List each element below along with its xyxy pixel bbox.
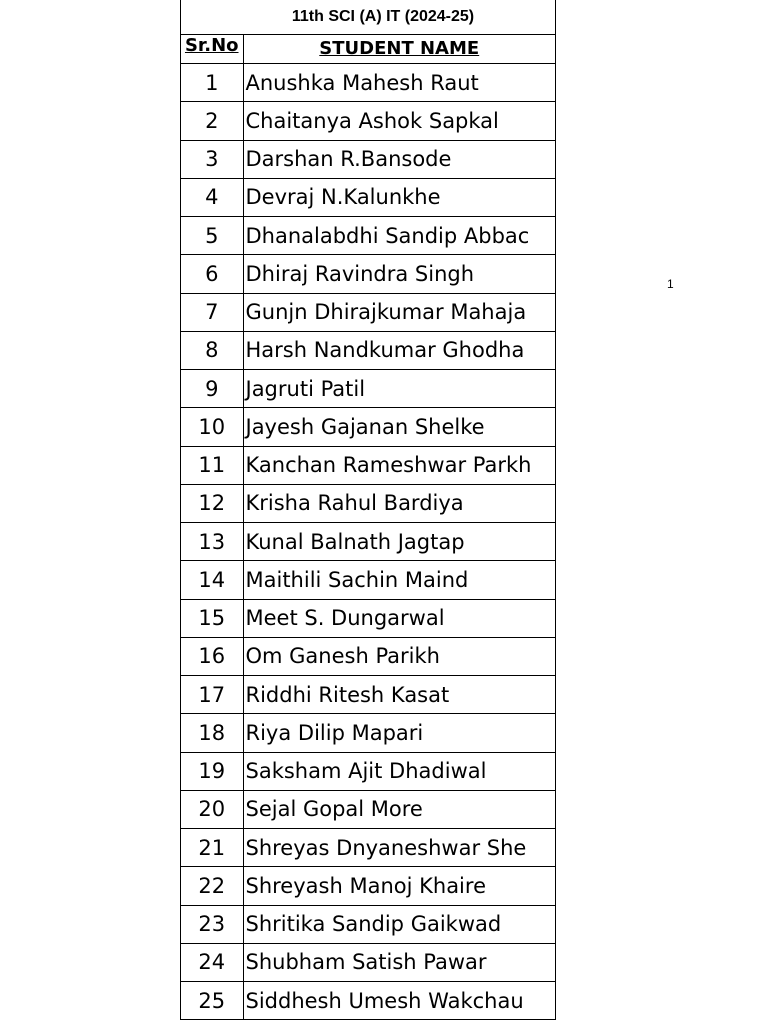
row-serial-number: 1: [181, 64, 243, 102]
row-serial-number: 7: [181, 293, 243, 331]
table-row: [181, 714, 555, 752]
table-row: [181, 408, 555, 446]
row-student-name: Devraj N.Kalunkhe: [243, 178, 555, 216]
srno-header: Sr.No: [181, 35, 243, 64]
table-row: [181, 943, 555, 981]
row-serial-number: 17: [181, 676, 243, 714]
table-row: [181, 676, 555, 714]
table-row: [181, 752, 555, 790]
header-row: [181, 35, 555, 64]
row-student-name: Sejal Gopal More: [243, 790, 555, 828]
row-student-name: Shubham Satish Pawar: [243, 943, 555, 981]
row-student-name: Jagruti Patil: [243, 370, 555, 408]
sheet-title: 11th SCI (A) IT (2024-25): [181, 0, 555, 35]
table-row: [181, 293, 555, 331]
page-number: 1: [667, 277, 674, 291]
row-serial-number: 14: [181, 561, 243, 599]
student-list-sheet: [180, 0, 556, 1020]
row-serial-number: 13: [181, 523, 243, 561]
table-row: [181, 255, 555, 293]
row-student-name: Jayesh Gajanan Shelke: [243, 408, 555, 446]
row-serial-number: 5: [181, 217, 243, 255]
row-serial-number: 22: [181, 867, 243, 905]
row-student-name: Shritika Sandip Gaikwad: [243, 905, 555, 943]
table-row: [181, 217, 555, 255]
table-row: [181, 561, 555, 599]
row-student-name: Harsh Nandkumar Ghodha: [243, 331, 555, 369]
table-row: [181, 523, 555, 561]
row-student-name: Darshan R.Bansode: [243, 140, 555, 178]
table-row: [181, 637, 555, 675]
row-serial-number: 2: [181, 102, 243, 140]
row-student-name: Maithili Sachin Maind: [243, 561, 555, 599]
row-serial-number: 18: [181, 714, 243, 752]
row-serial-number: 21: [181, 829, 243, 867]
row-student-name: Riddhi Ritesh Kasat: [243, 676, 555, 714]
table-row: [181, 982, 555, 1020]
table-row: [181, 102, 555, 140]
row-serial-number: 19: [181, 752, 243, 790]
row-student-name: Riya Dilip Mapari: [243, 714, 555, 752]
row-student-name: Saksham Ajit Dhadiwal: [243, 752, 555, 790]
row-serial-number: 15: [181, 599, 243, 637]
row-serial-number: 3: [181, 140, 243, 178]
table-row: [181, 331, 555, 369]
row-serial-number: 6: [181, 255, 243, 293]
table-row: [181, 905, 555, 943]
table-row: [181, 484, 555, 522]
table-row: [181, 64, 555, 102]
row-student-name: Meet S. Dungarwal: [243, 599, 555, 637]
table-row: [181, 829, 555, 867]
row-serial-number: 16: [181, 637, 243, 675]
row-serial-number: 25: [181, 982, 243, 1020]
row-student-name: Siddhesh Umesh Wakchau: [245, 988, 524, 1013]
table-row: [181, 446, 555, 484]
row-student-name: Kunal Balnath Jagtap: [243, 523, 555, 561]
table-row: [181, 140, 555, 178]
row-serial-number: 10: [181, 408, 243, 446]
row-student-name: Shreyash Manoj Khaire: [243, 867, 555, 905]
student-name-header: STUDENT NAME: [243, 35, 555, 64]
table-row: [181, 599, 555, 637]
row-student-name: Om Ganesh Parikh: [243, 637, 555, 675]
row-serial-number: 9: [181, 370, 243, 408]
row-serial-number: 23: [181, 905, 243, 943]
row-student-name: Dhanalabdhi Sandip Abbac: [243, 217, 555, 255]
row-serial-number: 12: [181, 484, 243, 522]
row-student-name: Chaitanya Ashok Sapkal: [243, 102, 555, 140]
student-table: [181, 35, 555, 1019]
table-row: [181, 867, 555, 905]
table-row: [181, 370, 555, 408]
row-serial-number: 20: [181, 790, 243, 828]
row-student-name: Krisha Rahul Bardiya: [243, 484, 555, 522]
student-rows: [181, 64, 555, 1020]
row-student-name: Shreyas Dnyaneshwar She: [243, 829, 555, 867]
row-student-name: Gunjn Dhirajkumar Mahaja: [243, 293, 555, 331]
row-student-name: Kanchan Rameshwar Parkh: [243, 446, 555, 484]
row-serial-number: 11: [181, 446, 243, 484]
table-row: [181, 790, 555, 828]
row-student-name: Anushka Mahesh Raut: [243, 64, 555, 102]
row-serial-number: 4: [181, 178, 243, 216]
row-serial-number: 24: [181, 943, 243, 981]
row-student-name: Dhiraj Ravindra Singh: [243, 255, 555, 293]
table-row: [181, 178, 555, 216]
row-serial-number: 8: [181, 331, 243, 369]
